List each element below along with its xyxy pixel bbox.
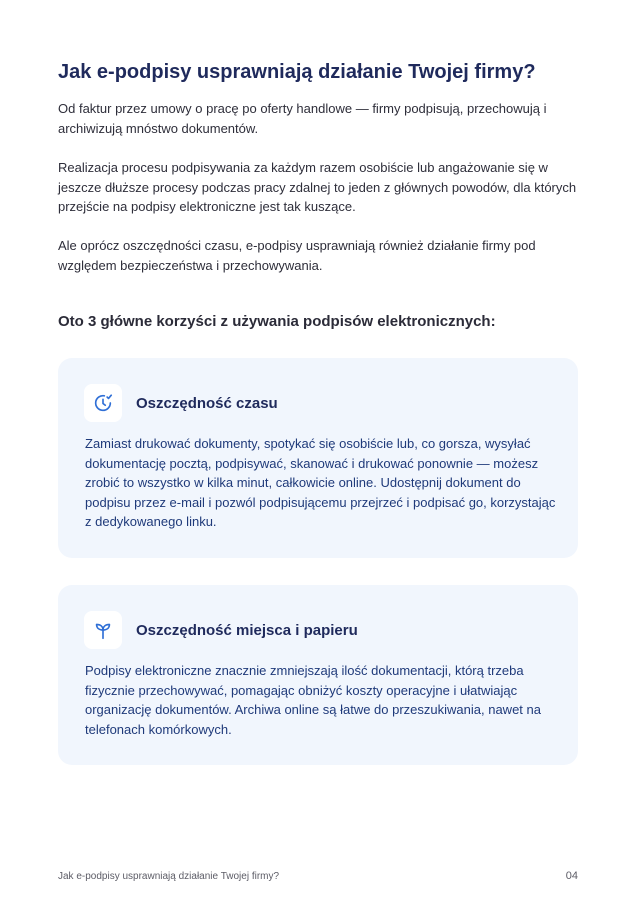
benefit-card-body: Podpisy elektroniczne znacznie zmniejszają ilość dokumentacji, którą trzeba fizycznie przechowywać, pomagając obniżyć koszty operacyjne i ułatwiając organizację dokumentów. Archiwa online są łatwe do przeszukiwania, nawet na telefonach komórkowych.	[85, 663, 541, 737]
paragraph-security: Ale oprócz oszczędności czasu, e-podpisy usprawniają również działanie firmy pod względem bezpieczeństwa i przechowywania.	[58, 238, 536, 273]
benefit-card-title: Oszczędność czasu	[136, 395, 278, 412]
footer-title: Jak e-podpisy usprawniają działanie Twojej firmy?	[58, 871, 280, 882]
benefits-subheading: Oto 3 główne korzyści z używania podpisów elektronicznych:	[58, 313, 496, 330]
benefit-card-time	[58, 358, 578, 558]
paragraph-remote-work: Realizacja procesu podpisywania za każdym razem osobiście lub angażowanie się w jeszcze dłuższe procesy podczas pracy zdalnej to jeden z głównych powodów, dla których przejście na podpisy elektroniczne jest tak kuszące.	[58, 160, 577, 215]
page-title: Jak e-podpisy usprawniają działanie Twojej firmy?	[58, 61, 536, 83]
benefit-card-title: Oszczędność miejsca i papieru	[136, 622, 358, 639]
benefit-card-paper	[58, 585, 578, 765]
clock-check-icon	[84, 384, 122, 422]
sprout-icon	[84, 611, 122, 649]
intro-paragraph: Od faktur przez umowy o pracę po oferty handlowe — firmy podpisują, przechowują i archiwizują mnóstwo dokumentów.	[58, 101, 547, 136]
benefit-card-body: Zamiast drukować dokumenty, spotykać się osobiście lub, co gorsza, wysyłać dokumentację pocztą, podpisywać, skanować i drukować ponownie — możesz zrobić to wszystko w kilka minut, całkowicie online. Udostępnij dokument do podpisu przez e-mail i pozwól podpisującemu przejrzeć i podpisać go, korzystając z dedykowanego linku.	[85, 436, 556, 529]
page-number: 04	[565, 870, 578, 882]
